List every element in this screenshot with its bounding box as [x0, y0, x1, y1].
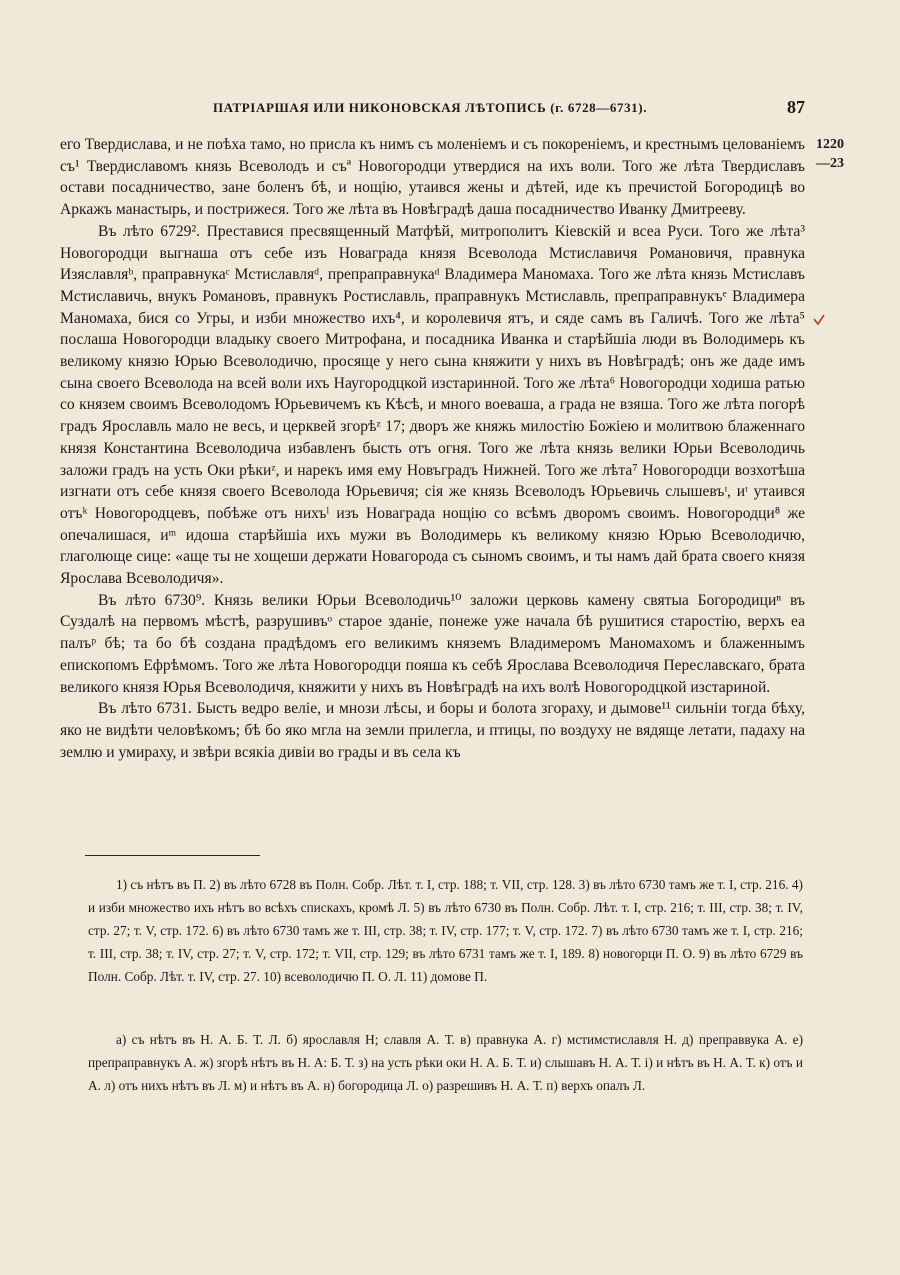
page-number: 87: [787, 97, 805, 117]
margin-year-line1: 1220: [816, 137, 844, 152]
paragraph: Въ лѣто 6729². Преставися пресвященный Матфѣй, митрополитъ Кіевскій и всеа Руси. Того же лѣта³ Новогородци выгнаша отъ себе изъ Новаграда князя Всеволода Мстиславичя Романовичя, правнука Изяславляᵇ, праправнукаᶜ Мстиславляᵈ, препраправнукаᵈ Владимера Маномаха. Того же лѣта князь Мстиславъ Мстиславичь, внукъ Романовъ, правнукъ Ростиславль, праправнукъ Мстиславль, препраправнукъᵉ Владимера Маномаха, бися со Угры, и изби множество ихъ⁴, и королевичя ятъ, и сяде самъ въ Галичѣ. Того же лѣта⁵ послаша Новогородци владыку своего Митрофана, и посадника Иванка и старѣйшіа люди въ Володимерь къ великому князю Юрью Всеволодичю, просяще у него сына княжити у нихъ въ Новѣградѣ; онъ же даде имъ сына своего Всеволода на всей воли ихъ Наугородцкой изстаринной. Того же лѣта⁶ Новогородци ходиша ратью со князем своимъ Всеволодомъ Юрьевичемъ къ Кѣсѣ, и много воеваша, а града не взяша. Того же лѣта погорѣ градъ Ярославль мало не весь, и церквей згорѣᶻ 17; дворъ же княжь милостію Божіею и молитвою блаженнаго князя Константина Всеволодича избавленъ бысть отъ огня. Того же лѣта князь велики Юрьи Всеволодичь заложи градъ на усть Оки рѣкиᶻ, и нарекъ имя ему Новъградъ Нижней. Того же лѣта⁷ Новогородци возхотѣша изгнати отъ себе князя своего Всеволода Юрьевичя; сія же князь Всеволодъ Юрьевичь слышевъᶦ, иᶦ утаився отъᵏ Новогородцевъ, побѣже отъ нихъˡ изъ Новаграда нощію со всѣмъ дворомъ своимъ. Новогородци⁸ же опечалишася, иᵐ идоша старѣйшіа ихъ мужи въ Володимерь къ великому князю Юрью Всеволодичю, глаголюще сице: «аще ты не хощеши держати Новагорода съ сыномъ своимъ, и ты намъ дай брата своего князя Ярослава Всеволодичя».: [60, 222, 805, 588]
footnotes-numbered: 1) съ нѣтъ въ П. 2) въ лѣто 6728 въ Полн. Собр. Лѣт. т. I, стр. 188; т. VII, стр. 128. 3) въ лѣто 6730 тамъ же т. I, стр. 216. 4) и изби множество ихъ нѣтъ во всѣхъ спискахъ, кромѣ Л. 5) въ лѣто 6730 въ Полн. Собр. Лѣт. т. I, стр. 216; т. III, стр. 38; т. IV, стр. 27; т. V, стр. 172. 6) въ лѣто 6730 тамъ же т. III, стр. 38; т. IV, стр. 177; т. V, стр. 172. 7) въ лѣто 6730 тамъ же т. I, стр. 216; т. III, стр. 38; т. IV, стр. 27; т. V, стр. 172; т. VII, стр. 129; въ лѣто 6731 тамъ же т. I, 189. 8) новогорци П. О. 9) въ лѣто 6729 въ Полн. Собр. Лѣт. т. IV, стр. 27. 10) всеволодичю П. О. Л. 11) домове П.: [88, 877, 803, 984]
paragraph: Въ лѣто 6731. Бысть ведро веліе, и мнози лѣсы, и боры и болота згораху, и дымове¹¹ сильніи тогда бѣху, яко не видѣти человѣкомъ; бѣ бо яко мгла на земли прилегла, и птицы, по воздуху не вядяще летати, падаху на землю и умираху, и звѣри всякіа дивіи во грады и въ села къ: [60, 700, 805, 761]
footnotes-lettered: а) съ нѣтъ въ Н. А. Б. Т. Л. б) ярославля Н; славля А. Т. в) правнука А. г) мстимстиславля Н. д) преправвука А. е) препраправнукъ А. ж) згорѣ нѣтъ въ Н. А: Б. Т. з) на усть рѣки оки Н. А. Б. Т. и) слышавъ Н. А. Т. і) и нѣтъ въ Н. А. Т. к) отъ и А. л) отъ нихъ нѣтъ въ Л. м) и нѣтъ въ А. н) богородица Л. о) разрешивъ Н. А. Т. п) верхъ опалъ Л.: [88, 1032, 803, 1093]
main-text: [60, 134, 805, 763]
margin-year-note: [816, 135, 844, 173]
footnote-divider: [85, 855, 260, 856]
margin-year-line2: —23: [816, 156, 844, 171]
paragraph: его Твердислава, и не поѣха тамо, но присла къ нимъ съ моленіемъ и съ покореніемъ, и крестнымъ целованіемъ съ¹ Твердиславомъ князь Всеволодъ и съª Новогородци утвердися на ихъ воли. Того же лѣта Твердиславъ остави посадничество, зане боленъ бѣ, и нощію, утаився жены и дѣтей, иде къ пречистой Богородицѣ во Аркажъ манастырь, и пострижеся. Того же лѣта въ Новѣградѣ даша посадничество Иванку Дмитрееву.: [60, 136, 805, 219]
pencil-mark-icon: [812, 313, 826, 327]
running-title: ПАТРІАРШАЯ ИЛИ НИКОНОВСКАЯ ЛѢТОПИСЬ (г. 6728—6731).: [212, 100, 648, 115]
paragraph: Въ лѣто 6730⁹. Князь велики Юрьи Всеволодичь¹⁰ заложи церковь камену святыа Богородициⁿ въ Суздалѣ на первомъ мѣстѣ, разрушивъᵒ старое зданіе, понеже уже начала бѣ рушитися старостію, верхъ еа палъᵖ бѣ; та бо бѣ создана прадѣдомъ его великимъ княземъ Владимеромъ Маномахомъ и блаженнымъ епископомъ Ефрѣмомъ. Того же лѣта Новогородци пояша къ себѣ Ярослава Всеволодичя Переславскаго, брата великого князя Юрья Всеволодичя, княжити у нихъ въ Новѣградѣ на ихъ волѣ Новогородцкой изстариной.: [60, 591, 805, 696]
